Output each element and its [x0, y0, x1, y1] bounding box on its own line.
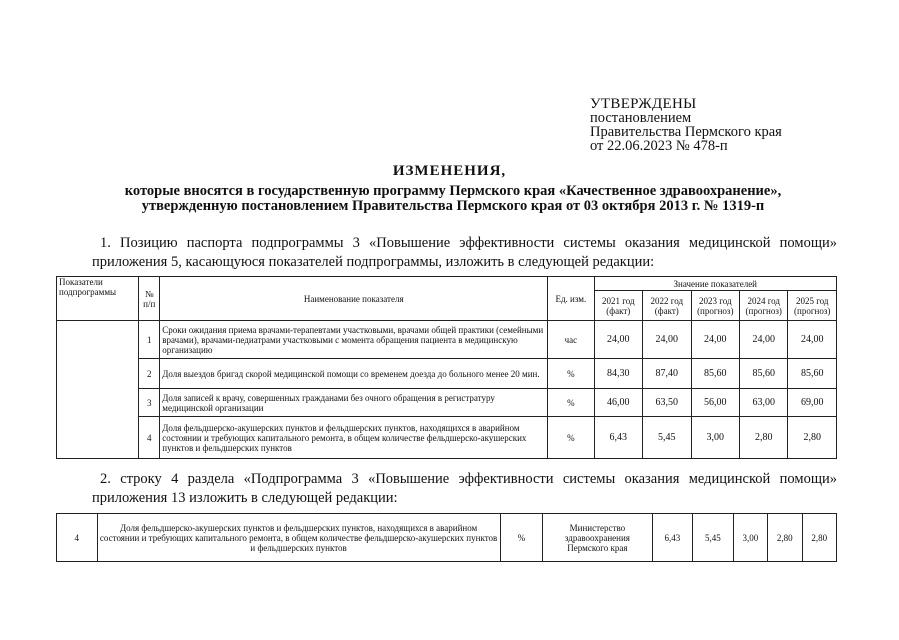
- paragraph-1-line-2: приложения 5, касающуюся показателей подпрограммы, изложить в следующей редакции:: [92, 254, 655, 270]
- approval-stamp: [590, 97, 782, 153]
- row-value: 24,00: [740, 321, 788, 359]
- row-value: 5,45: [643, 417, 691, 459]
- row-value: 46,00: [594, 389, 642, 417]
- table-row: [57, 321, 837, 359]
- header-num: № п/п: [139, 277, 160, 321]
- row-value: 56,00: [691, 389, 739, 417]
- indicators-cell: [57, 321, 139, 459]
- row-value: 24,00: [643, 321, 691, 359]
- header-values: Значение показателей: [594, 277, 836, 291]
- header-year-2023: 2023 год (прогноз): [691, 291, 739, 321]
- row-num: 2: [139, 359, 160, 389]
- table-row: [57, 514, 837, 562]
- row-value: 2,80: [788, 417, 837, 459]
- table-row: [57, 359, 837, 389]
- row-unit: %: [500, 514, 543, 562]
- indicators-table: [56, 276, 837, 459]
- row-num: 4: [57, 514, 98, 562]
- row-value: 24,00: [594, 321, 642, 359]
- row-num: 4: [139, 417, 160, 459]
- row-name: Доля выездов бригад скорой медицинской помощи со временем доезда до больного менее 20 мин.: [160, 359, 548, 389]
- row-value: 6,43: [652, 514, 693, 562]
- header-unit: Ед. изм.: [548, 277, 594, 321]
- row-value: 63,00: [740, 389, 788, 417]
- row-unit: %: [548, 359, 594, 389]
- row-agency: Министерство здравоохранения Пермского края: [543, 514, 652, 562]
- paragraph-2-line-2: приложения 13 изложить в следующей редакции:: [92, 490, 398, 506]
- row-value: 84,30: [594, 359, 642, 389]
- row-value: 2,80: [768, 514, 802, 562]
- approval-line-3: от 22.06.2023 № 478-п: [590, 138, 728, 154]
- row-value: 3,00: [733, 514, 767, 562]
- header-indicators: Показатели подпрограммы: [57, 277, 139, 321]
- row-num: 3: [139, 389, 160, 417]
- paragraph-1-line-1: 1. Позицию паспорта подпрограммы 3 «Повышение эффективности системы оказания медицинской помощи»: [100, 235, 837, 251]
- document-title: ИЗМЕНЕНИЯ,: [392, 163, 507, 179]
- header-year-2022: 2022 год (факт): [643, 291, 691, 321]
- row-value: 63,50: [643, 389, 691, 417]
- approval-line-1: постановлением: [590, 110, 692, 126]
- row-value: 69,00: [788, 389, 837, 417]
- header-name: Наименование показателя: [160, 277, 548, 321]
- approval-title: УТВЕРЖДЕНЫ: [590, 96, 697, 112]
- paragraph-1: [92, 234, 837, 272]
- row-name: Доля записей к врачу, совершенных гражданами без очного обращения в регистратуру медицинской организации: [160, 389, 548, 417]
- table-row: [57, 389, 837, 417]
- header-year-2024: 2024 год (прогноз): [740, 291, 788, 321]
- subtitle-line-2: утвержденную постановлением Правительства Пермского края от 03 октября 2013 г. № 1319-п: [141, 198, 765, 214]
- header-year-2021: 2021 год (факт): [594, 291, 642, 321]
- row-value: 5,45: [693, 514, 734, 562]
- row-value: 85,60: [788, 359, 837, 389]
- row-value: 87,40: [643, 359, 691, 389]
- document-subtitle: [98, 184, 808, 214]
- subtitle-line-1: которые вносятся в государственную программу Пермского края «Качественное здравоохранение»,: [124, 183, 782, 199]
- table-row: [57, 417, 837, 459]
- row-unit: %: [548, 417, 594, 459]
- row-name: Доля фельдшерско-акушерских пунктов и фельдшерских пунктов, находящихся в аварийном состоянии и требующих капитального ремонта, в общем количестве фельдшерско-акушерских пунктов и фельдшерских пунктов: [97, 514, 500, 562]
- row-value: 24,00: [691, 321, 739, 359]
- row-value: 2,80: [802, 514, 837, 562]
- row-value: 3,00: [691, 417, 739, 459]
- row-unit: %: [548, 389, 594, 417]
- program-row-table: [56, 513, 837, 562]
- row-num: 1: [139, 321, 160, 359]
- header-year-2025: 2025 год (прогноз): [788, 291, 837, 321]
- row-value: 24,00: [788, 321, 837, 359]
- approval-line-2: Правительства Пермского края: [590, 124, 782, 140]
- row-value: 6,43: [594, 417, 642, 459]
- row-value: 85,60: [691, 359, 739, 389]
- row-name: Сроки ожидания приема врачами-терапевтами участковыми, врачами общей практики (семейными врачами), врачами-педиатрами участковыми с момента обращения пациента в медицинскую организацию: [160, 321, 548, 359]
- row-value: 2,80: [740, 417, 788, 459]
- row-unit: час: [548, 321, 594, 359]
- paragraph-2-line-1: 2. строку 4 раздела «Подпрограмма 3 «Повышение эффективности системы оказания медицинской помощи»: [100, 471, 837, 487]
- row-value: 85,60: [740, 359, 788, 389]
- row-name: Доля фельдшерско-акушерских пунктов и фельдшерских пунктов, находящихся в аварийном состоянии и требующих капитального ремонта, в общем количестве фельдшерско-акушерских пунктов и фельдшерских пунктов: [160, 417, 548, 459]
- paragraph-2: [92, 470, 837, 508]
